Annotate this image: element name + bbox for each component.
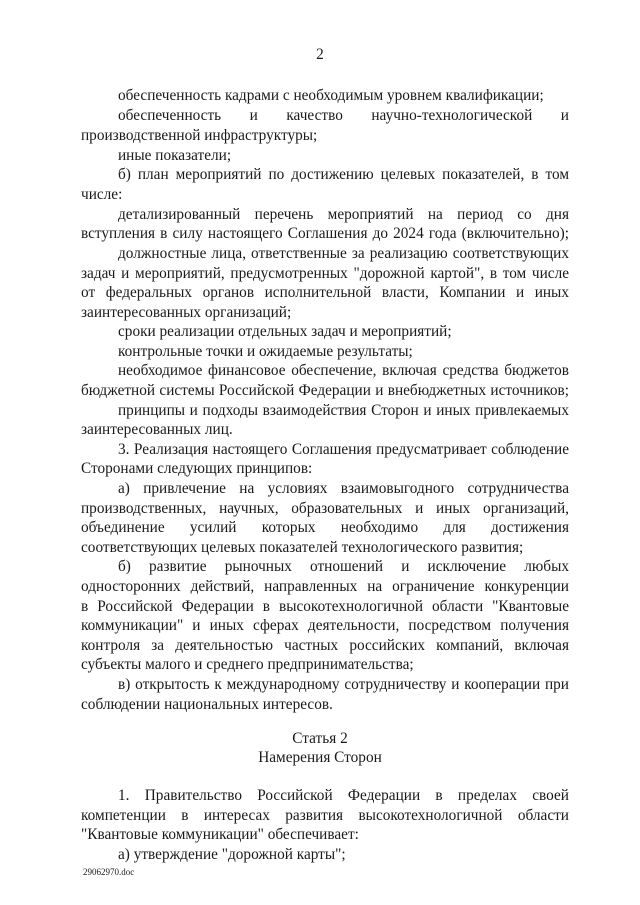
text-line: числе: xyxy=(81,186,123,203)
text-line: обеспеченность и качество научно-технологической и xyxy=(118,107,569,124)
text-line: должностные лица, ответственные за реализацию соответствующих xyxy=(118,245,569,262)
article-title: Намерения Сторон xyxy=(258,749,382,766)
text-line: 3. Реализация настоящего Соглашения предусматривает соблюдение xyxy=(118,441,569,458)
text-line: а) привлечение на условиях взаимовыгодного сотрудничества xyxy=(118,480,569,497)
text-line: соблюдении национальных интересов. xyxy=(81,696,333,713)
text-line: Сторонами следующих принципов: xyxy=(81,460,313,477)
text-line: а) утверждение "дорожной карты"; xyxy=(118,846,346,863)
text-line: в) открытость к международному сотрудничеству и кооперации при xyxy=(118,676,569,693)
text-line: коммуникации" и иных сферах деятельности, посредством получения xyxy=(81,617,569,634)
text-line: в Российской Федерации в высокотехнологичной области "Квантовые xyxy=(81,598,569,615)
text-line: б) развитие рыночных отношений и исключение любых xyxy=(118,558,569,575)
text-line: заинтересованных лиц. xyxy=(81,421,233,438)
text-line: иные показатели; xyxy=(118,147,232,164)
text-line: принципы и подходы взаимодействия Сторон и иных привлекаемых xyxy=(118,402,569,419)
footer-filename: 29062970.doc xyxy=(83,867,135,877)
text-line: односторонних действий, направленных на ограничение конкуренции xyxy=(81,578,569,595)
text-line: б) план мероприятий по достижению целевых показателей, в том xyxy=(118,166,569,183)
text-line: контроля за деятельностью частных российских компаний, включая xyxy=(81,637,569,654)
text-line: 1. Правительство Российской Федерации в пределах своей xyxy=(118,787,569,804)
text-line: производственных, научных, образовательных и иных организаций, xyxy=(81,500,569,517)
text-line: объединение усилий которых необходимо для достижения xyxy=(81,519,569,536)
text-line: контрольные точки и ожидаемые результаты; xyxy=(118,343,413,360)
text-line: задач и мероприятий, предусмотренных "дорожной картой", в том числе xyxy=(81,265,569,282)
text-line: вступления в силу настоящего Соглашения до 2024 года (включительно); xyxy=(81,225,569,242)
text-line: заинтересованных организаций; xyxy=(81,304,292,321)
text-line: обеспеченность кадрами с необходимым уровнем квалификации; xyxy=(118,87,544,104)
text-line: от федеральных органов исполнительной власти, Компании и иных xyxy=(81,284,569,301)
text-line: бюджетной системы Российской Федерации и внебюджетных источников; xyxy=(81,382,569,399)
text-line: субъекты малого и среднего предпринимательства; xyxy=(81,656,414,673)
text-line: "Квантовые коммуникации" обеспечивает: xyxy=(81,826,359,843)
text-line: производственной инфраструктуры; xyxy=(81,127,318,144)
text-line: компетенции в интересах развития высокотехнологичной области xyxy=(81,807,569,824)
text-line: сроки реализации отдельных задач и мероприятий; xyxy=(118,323,452,340)
text-line: соответствующих целевых показателей технологического развития; xyxy=(81,539,524,556)
page-number: 2 xyxy=(316,46,324,63)
article-number: Статья 2 xyxy=(292,730,348,747)
text-line: необходимое финансовое обеспечение, включая средства бюджетов xyxy=(118,362,569,379)
text-line: детализированный перечень мероприятий на период со дня xyxy=(118,206,569,223)
